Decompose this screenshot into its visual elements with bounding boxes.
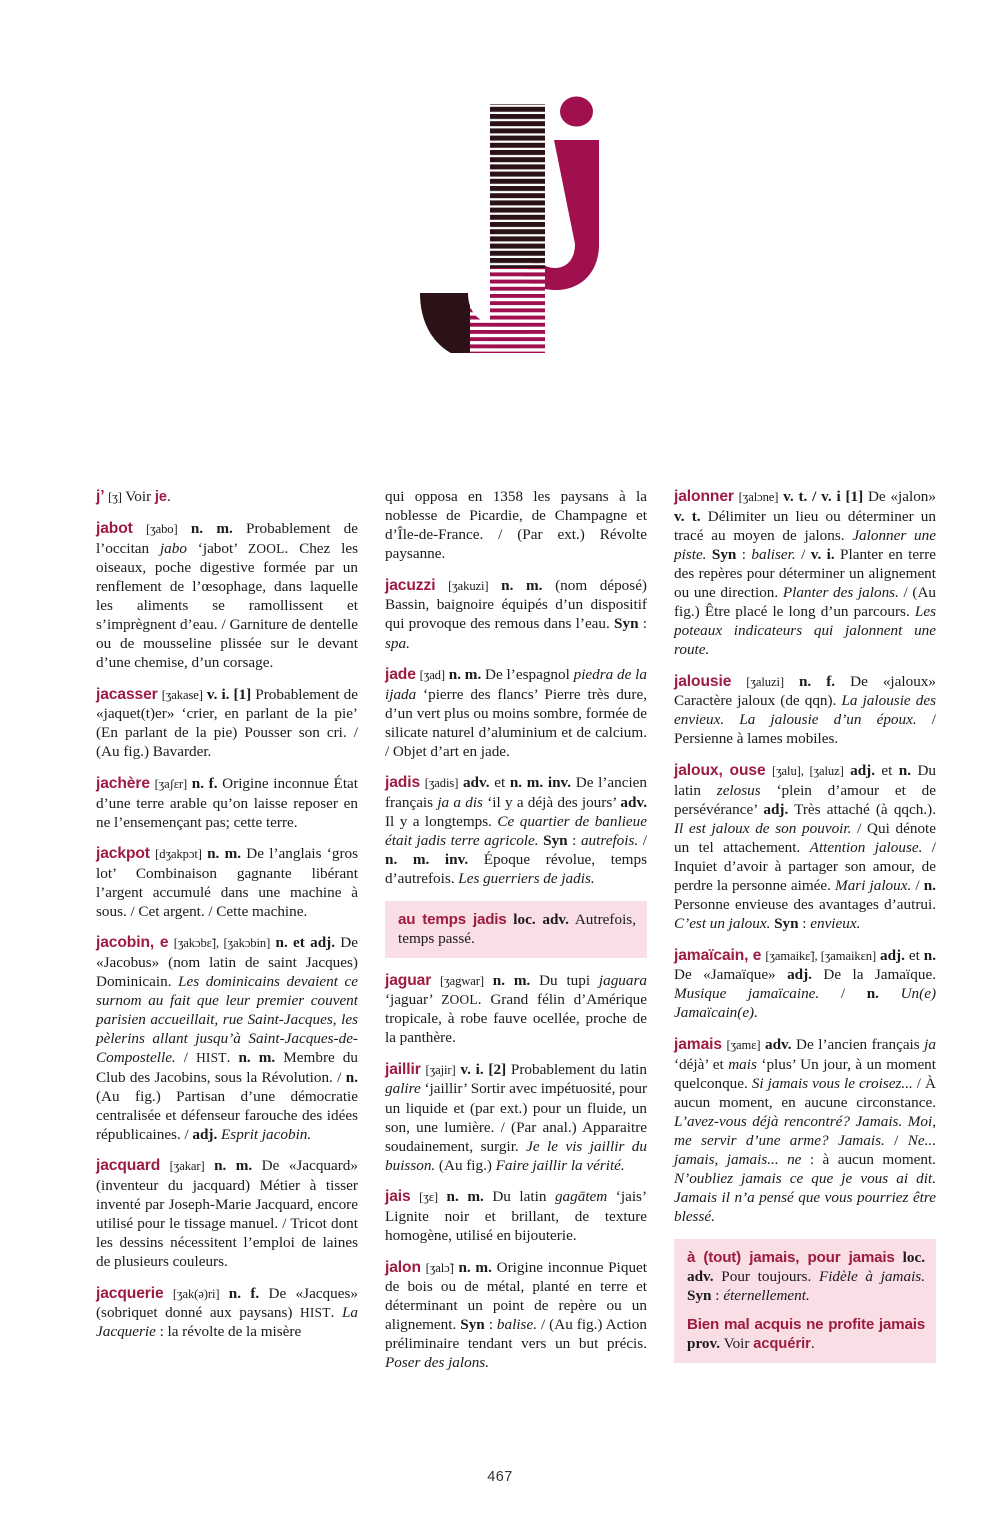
grammar-label: n. m. inv.	[509, 774, 572, 792]
definition-text: /	[638, 832, 647, 850]
phonetic-transcription: [ʒakɔbɛ̃], [ʒakɔbin]	[173, 936, 271, 951]
definition-text: :	[798, 915, 811, 933]
entry-continuation	[385, 487, 647, 563]
phonetic-transcription: [ʒ]	[108, 490, 122, 504]
definition-text: Planter en terre des repères pour déterminer un alignement ou une direction.	[674, 545, 936, 601]
grammar-label: n.	[923, 946, 936, 964]
grammar-label: n.	[898, 761, 912, 779]
definition-text: De l’ancien français	[385, 774, 648, 812]
example-italic: C’est un jaloux.	[674, 915, 771, 933]
decorative-letter-j	[398, 78, 638, 353]
example-italic: galire	[385, 1080, 421, 1098]
grammar-label: n.	[866, 985, 879, 1003]
cross-reference-link[interactable]: acquérir	[753, 1336, 811, 1353]
example-italic: Planter des jalons.	[782, 583, 899, 601]
definition-text: : à aucun moment.	[801, 1150, 936, 1168]
grammar-label: Syn	[774, 915, 799, 933]
example-italic: spa.	[385, 634, 410, 652]
grammar-label: adj.	[787, 966, 812, 984]
locution-headword: Bien mal acquis ne profite jamais	[687, 1315, 925, 1333]
phonetic-transcription: [ʒagwar]	[440, 973, 484, 988]
dictionary-entry	[96, 1284, 358, 1342]
example-italic: Jalonner une piste.	[674, 526, 936, 563]
phonetic-transcription: [ʒamaikɛ̃], [ʒamaikɛn]	[765, 948, 877, 963]
dictionary-entry	[96, 487, 358, 507]
grammar-label: n. m.	[177, 520, 233, 538]
grammar-label: Syn	[711, 545, 737, 563]
dictionary-entry	[96, 1156, 358, 1271]
example-italic: éternellement.	[723, 1286, 810, 1304]
example-italic: baliser.	[751, 545, 796, 563]
definition-text: / (Au fig.) Être placé le long d’un parcours.	[674, 583, 937, 620]
definition-text: Autrefois, temps passé.	[398, 910, 636, 948]
locution-box	[674, 1239, 936, 1364]
entry-headword: jaguar	[385, 971, 432, 989]
grammar-label: adj.	[192, 1125, 218, 1143]
example-italic: Je le vis jaillir du buisson.	[385, 1137, 647, 1174]
grammar-label: n. m.	[204, 1157, 253, 1175]
definition-text: :	[567, 832, 581, 850]
example-italic: Si jamais vous le croisez...	[751, 1074, 913, 1092]
definition-text: et	[489, 774, 510, 792]
dictionary-entry	[385, 1258, 647, 1373]
locution-entry	[687, 1248, 925, 1305]
grammar-label: n. et adj.	[270, 934, 336, 952]
definition-text: (Au fig.)	[435, 1156, 496, 1174]
phonetic-transcription: [ʒadis]	[424, 776, 459, 791]
example-italic: mais	[728, 1055, 757, 1073]
definition-text: ‘déjà’ et	[674, 1055, 729, 1073]
locution-headword: au temps jadis	[398, 910, 507, 928]
phonetic-transcription: [ʒakar]	[169, 1159, 205, 1174]
definition-text: ‘pierre des flancs’ Pierre très dure, d’un vert plus ou moins sombre, formée de silicate naturel d’aluminium et de calcium. / Objet d’art en jade.	[385, 685, 647, 760]
entry-headword: j’	[96, 488, 105, 505]
grammar-label: adj.	[763, 800, 789, 818]
definition-text	[879, 985, 901, 1002]
definition-text: /	[884, 1131, 908, 1149]
example-italic: Mari jaloux.	[835, 876, 912, 894]
domain-label: HIST	[300, 1305, 331, 1321]
definition-text: De la Jamaïque.	[811, 966, 936, 984]
grammar-label: v. t. / v. i [1]	[778, 488, 864, 505]
dictionary-entry	[96, 774, 358, 832]
grammar-label: adv.	[760, 1035, 792, 1053]
definition-text: Du latin	[674, 761, 937, 799]
dictionary-columns	[96, 487, 936, 1457]
definition-text: (nom déposé) Bassin, baignoire équipés d’un dispositif qui provoque des remous dans l’eau.	[385, 576, 647, 633]
example-italic: Attention jalouse.	[809, 838, 923, 856]
grammar-label: Syn	[687, 1286, 712, 1304]
entry-headword: jabot	[96, 520, 133, 538]
domain-label: HIST	[196, 1050, 227, 1066]
entry-headword: jalousie	[674, 672, 732, 690]
definition-text: . Chez les oiseaux, poche digestive formée par un renflement de l’œsophage, dans laquelle les aliments se ramollissent et s’imprègnent d’eau. / Garniture de dentelle ou de mousseline plissée sur le devant d’une chemise, d’un corsage.	[96, 539, 358, 672]
definition-text: De «jalon»	[863, 488, 936, 505]
definition-text: : la révolte de la misère	[155, 1323, 302, 1341]
dictionary-entry	[674, 761, 936, 933]
entry-headword: jachère	[96, 774, 150, 792]
definition-text: Délimiter un lieu ou déterminer un tracé au moyen de jalons.	[674, 507, 936, 544]
definition-text: Époque révolue, temps d’autrefois.	[385, 851, 647, 888]
entry-headword: jackpot	[96, 845, 150, 863]
phonetic-transcription: [ʒaluzi]	[746, 674, 784, 689]
entry-headword: jalonner	[674, 488, 734, 505]
example-italic: N’oubliez jamais ce que je vous ai dit. Jamais il n’a pensé que vous pourriez être blessé.	[674, 1170, 936, 1226]
entry-headword: jamaïcain, e	[674, 946, 762, 964]
domain-label: ZOOL	[441, 992, 478, 1008]
grammar-label: Syn	[614, 615, 639, 633]
example-italic: Les guerriers de jadis.	[458, 870, 595, 888]
entry-headword: jacobin, e	[96, 934, 169, 952]
definition-text: .	[226, 1049, 239, 1067]
grammar-label: v. i.	[810, 545, 835, 563]
definition-text: :	[484, 1316, 497, 1334]
example-italic: Fidèle à jamais.	[818, 1267, 925, 1285]
definition-text: .	[330, 1304, 342, 1322]
definition-text: ‘jaguar’	[385, 991, 442, 1009]
definition-text: :	[736, 545, 752, 563]
definition-text: Probablement du latin	[506, 1060, 647, 1078]
example-italic: ja a dis	[437, 794, 483, 812]
entry-headword: jalon	[385, 1258, 421, 1276]
phonetic-transcription: [ʒabo]	[146, 522, 178, 537]
grammar-label: n. m.	[238, 1049, 276, 1067]
page-number: 467	[487, 1469, 513, 1485]
definition-text: Du tupi	[530, 971, 599, 989]
definition-text: De «jaloux» Caractère jaloux (de qqn).	[674, 672, 936, 710]
dictionary-entry	[674, 487, 936, 659]
entry-headword: jade	[385, 666, 416, 684]
definition-text: De «Jacquard» (inventeur du jacquard) Métier à tisser inventé par Joseph-Marie Jacquard, encore utilisé pour le tissage manuel. / Tricot dont les dessins nécessitent l’emploi de laines de plusieurs couleurs.	[96, 1157, 358, 1271]
definition-text: et	[875, 761, 899, 779]
grammar-label: adj.	[876, 946, 905, 964]
example-italic: L’avez-vous déjà rencontré? Jamais. Moi, me servir d’une arme? Jamais.	[674, 1112, 936, 1149]
definition-text: De «Jacobus» (nom latin de saint Jacques) Dominicain.	[96, 934, 359, 991]
grammar-label: v. i. [2]	[455, 1060, 507, 1078]
example-italic: Musique jamaïcaine.	[674, 985, 820, 1003]
example-italic: balise.	[496, 1316, 537, 1334]
grammar-label: prov.	[687, 1335, 721, 1353]
example-italic: Ne... jamais, jamais... ne	[674, 1131, 936, 1168]
definition-text: De «Jacques» (sobriquet donné aux paysans)	[96, 1284, 358, 1322]
entry-headword: jaloux, ouse	[674, 761, 766, 779]
example-italic: La Jacquerie	[96, 1304, 359, 1341]
entry-headword: jacquerie	[96, 1284, 164, 1302]
grammar-label: n. m.	[438, 1188, 484, 1206]
definition-text: / Persienne à lames mobiles.	[674, 711, 936, 748]
entry-headword: jamais	[674, 1035, 722, 1053]
example-italic: Il est jaloux de son pouvoir.	[674, 819, 852, 837]
phonetic-transcription: [ʒɛ]	[419, 1190, 439, 1205]
dictionary-entry	[385, 971, 647, 1048]
example-italic: zelosus	[716, 781, 761, 799]
definition-text: .	[167, 488, 171, 505]
example-italic: Les poteaux indicateurs qui jalonnent une route.	[674, 602, 936, 659]
example-italic: Les dominicains devaient ce surnom au fait que leur premier couvent parisien accueillait, rue Saint-Jacques, les pèlerins allant jusqu’à Saint-Jacques-de-Compostelle.	[96, 973, 358, 1067]
dictionary-entry	[674, 946, 936, 1023]
definition-text: De l’espagnol	[481, 666, 574, 684]
definition-text: Membre du Club des Jacobins, sous la Révolution. /	[96, 1049, 358, 1086]
definition-text: Du latin	[483, 1188, 555, 1206]
grammar-label: n. m.	[488, 576, 543, 594]
definition-text: Voir	[720, 1335, 754, 1353]
grammar-label: n. f.	[187, 774, 218, 792]
phonetic-transcription: [ʒalɔ̃]	[425, 1260, 454, 1275]
grammar-label: adv.	[620, 794, 647, 812]
locution-entry	[398, 910, 636, 948]
entry-headword: jacuzzi	[385, 576, 436, 594]
grammar-label: Syn	[543, 832, 568, 850]
example-italic: Esprit jacobin.	[221, 1125, 312, 1143]
definition-text: De l’anglais ‘gros lot’ Combinaison gagnante libérant l’argent accumulé dans une machine à sous. / Cet argent. / Cette machine.	[96, 845, 359, 920]
dictionary-entry	[96, 685, 358, 762]
dictionary-entry	[96, 844, 358, 921]
phonetic-transcription: [ʒakuzi]	[448, 578, 489, 593]
example-italic: Poser des jalons.	[385, 1354, 489, 1372]
grammar-label: adv.	[458, 774, 490, 792]
definition-text: qui opposa en 1358 les paysans à la noblesse de Picardie, de Champagne et d’Île-de-France. / (Par ext.) Révolte paysanne.	[385, 488, 647, 563]
phonetic-transcription: [ʒakase]	[161, 687, 203, 702]
grammar-label: adj.	[843, 761, 876, 779]
example-italic: autrefois.	[580, 832, 639, 850]
definition-text: Probablement de l’occitan	[96, 520, 358, 557]
phonetic-transcription: [ʒaʃɛr]	[154, 776, 188, 791]
definition-text: .	[810, 1335, 815, 1353]
definition-text: :	[711, 1286, 724, 1304]
grammar-label: n. m.	[444, 666, 482, 684]
grammar-label: n.	[923, 876, 936, 894]
column-1	[96, 487, 358, 1457]
domain-label: ZOOL	[247, 540, 285, 556]
definition-text: Personne envieuse des avantages d’autrui.	[674, 896, 936, 914]
definition-text: Il y a longtemps.	[385, 813, 498, 831]
phonetic-transcription: [ʒamɛ]	[726, 1037, 761, 1052]
definition-text: Probablement de «jaquet(t)er» ‘crier, en parlant de la pie’ (En parlant de la pie) Pousser son cri. / (Au fig.) Bavarder.	[96, 685, 358, 761]
grammar-label: n. m.	[453, 1258, 492, 1276]
definition-text: Origine inconnue Piquet de bois ou de métal, planté en terre et déterminant un point de repère ou un alignement.	[385, 1258, 647, 1334]
definition-text: / À aucun moment, en aucune circonstance.	[674, 1074, 936, 1111]
example-italic: La jalousie des envieux. La jalousie d’un époux.	[674, 692, 936, 729]
grammar-label: v. i. [1]	[202, 685, 252, 703]
example-italic: piedra de la ijada	[385, 666, 647, 703]
dictionary-entry	[385, 576, 647, 653]
definition-text: ‘jabot’	[186, 539, 248, 557]
grammar-label: v. t.	[674, 507, 701, 525]
definition-text: et	[904, 946, 924, 964]
example-italic: jaguara	[598, 971, 647, 989]
definition-text: Origine inconnue État d’une terre arable qu’on laisse reposer en ne l’ensemençant pas; cette terre.	[96, 774, 358, 831]
definition-text: /	[795, 545, 811, 563]
locution-headword: à (tout) jamais, pour jamais	[687, 1248, 895, 1266]
definition-text: Pour toujours.	[713, 1267, 819, 1285]
definition-text: /	[911, 876, 924, 894]
column-3	[674, 487, 936, 1457]
letter-heading-block	[0, 0, 1000, 470]
grammar-label: n. m.	[483, 971, 531, 989]
definition-text: ‘plein d’amour et de persévérance’	[674, 781, 936, 818]
dictionary-entry	[385, 1060, 647, 1175]
locution-box	[385, 901, 647, 958]
definition-text: Très attaché (à qqch.).	[788, 800, 936, 818]
grammar-label: n.	[345, 1068, 358, 1086]
example-italic: Faire jaillir la vérité.	[495, 1156, 625, 1174]
phonetic-transcription: [dʒakpɔt]	[155, 847, 202, 862]
dictionary-entry	[385, 665, 647, 761]
definition-text: /	[175, 1049, 197, 1067]
definition-text: / (Au fig.) Action préliminaire tendant vers un but précis.	[385, 1316, 647, 1353]
cross-reference-link[interactable]: je	[154, 489, 168, 505]
definition-text: ‘jais’ Lignite noir et brillant, de texture homogène, utilisé en bijouterie.	[385, 1188, 648, 1244]
example-italic: gagātem	[554, 1188, 608, 1206]
definition-text: Voir	[121, 488, 155, 505]
example-italic: jabo	[159, 539, 187, 557]
grammar-label: loc. adv.	[506, 910, 569, 928]
example-italic: ja	[924, 1035, 936, 1053]
dictionary-entry	[385, 1187, 647, 1245]
grammar-label: loc. adv.	[687, 1248, 925, 1285]
phonetic-transcription: [ʒajir]	[425, 1062, 456, 1077]
dictionary-entry	[96, 519, 358, 672]
entry-headword: jadis	[385, 774, 421, 792]
entry-headword: jacasser	[96, 685, 158, 703]
phonetic-transcription: [ʒak(ə)ri]	[172, 1286, 220, 1301]
definition-text: / Inquiet d’avoir à partager son amour, de perdre la personne aimée.	[674, 838, 937, 894]
definition-text: ‘plus’ Un jour, à un moment quelconque.	[674, 1055, 936, 1092]
definition-text: :	[638, 615, 647, 633]
dictionary-entry	[385, 773, 647, 888]
definition-text: (Au fig.) Partisan d’une démocratie centralisée et défenseur farouche des idées républicaines. /	[96, 1087, 358, 1143]
example-italic: Ce quartier de banlieue était jadis terre agricole.	[385, 813, 647, 850]
phonetic-transcription: [ʒad]	[419, 668, 445, 683]
definition-text: De «Jamaïque»	[674, 966, 788, 984]
phonetic-transcription: [ʒalɔne]	[738, 490, 779, 504]
entry-headword: jaillir	[385, 1060, 421, 1078]
dictionary-entry	[96, 933, 358, 1143]
grammar-label: n. m.	[201, 845, 242, 863]
grammar-label: n. m. inv.	[385, 851, 469, 869]
grammar-label: n. f.	[783, 672, 836, 690]
dictionary-entry	[674, 672, 936, 749]
column-2	[385, 487, 647, 1457]
dictionary-entry	[674, 1035, 936, 1226]
locution-entry	[687, 1315, 925, 1353]
example-italic: Un(e) Jamaïcain(e).	[674, 985, 937, 1022]
grammar-label: n. f.	[219, 1284, 260, 1302]
phonetic-transcription: [ʒalu], [ʒaluz]	[771, 763, 844, 778]
definition-text: / Qui dénote un tel attachement.	[674, 819, 936, 856]
grammar-label: Syn	[460, 1316, 485, 1334]
definition-text: ‘il y a déjà des jours’	[482, 794, 621, 812]
entry-headword: jacquard	[96, 1157, 161, 1175]
definition-text: /	[819, 985, 867, 1003]
example-italic: envieux.	[810, 915, 861, 933]
definition-text: . Grand félin d’Amérique tropicale, à robe fauve ocellée, proche de la panthère.	[385, 991, 647, 1047]
definition-text: De l’ancien français	[791, 1035, 925, 1053]
entry-headword: jais	[385, 1188, 411, 1206]
definition-text: ‘jaillir’ Sortir avec impétuosité, pour un liquide et (par ext.) pour un fluide, un son, une lumière. / (Par anal.) Apparaitre soudainement, surgir.	[385, 1080, 647, 1155]
